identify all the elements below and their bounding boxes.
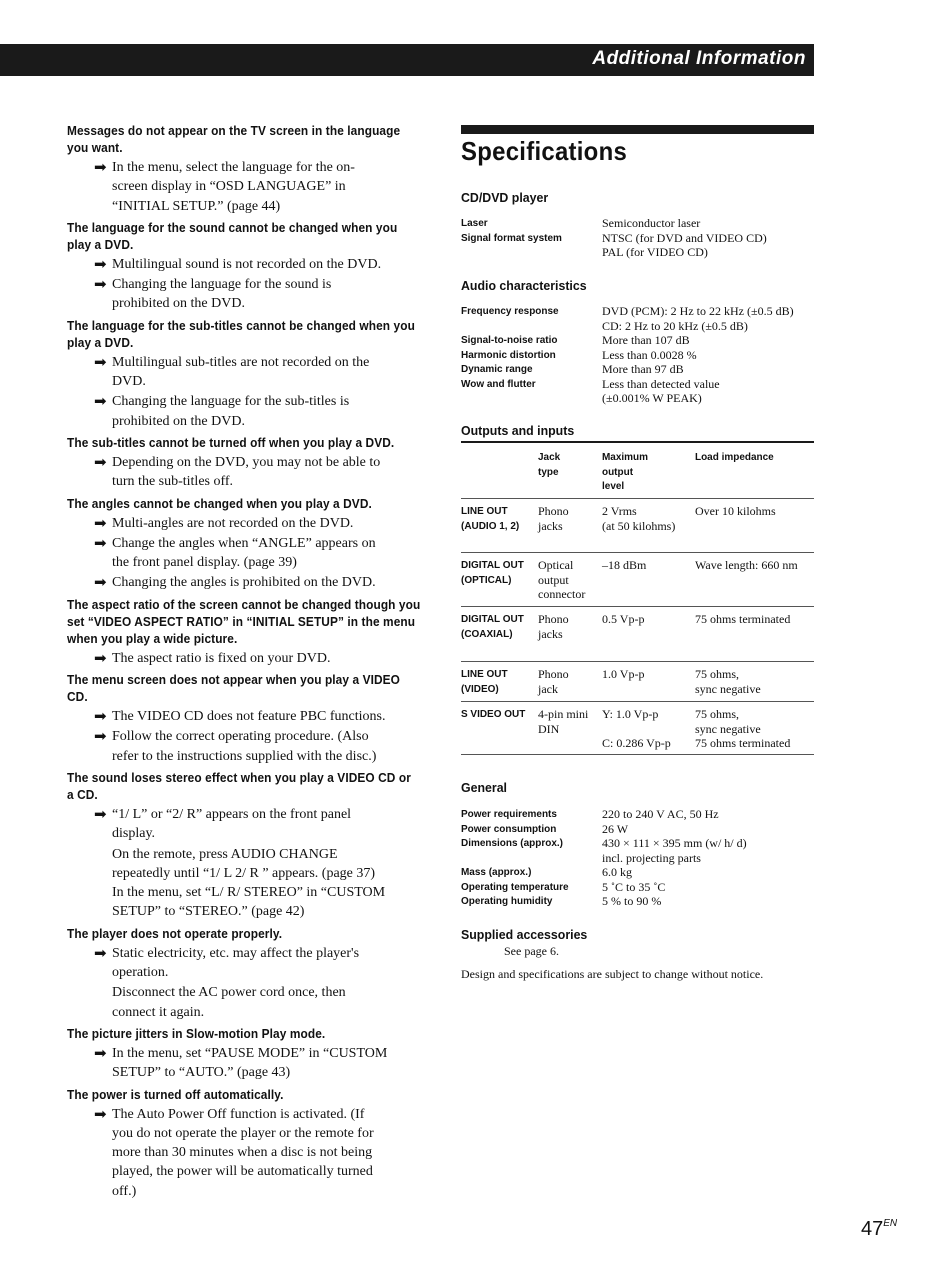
remedy-line: the front panel display. (page 39) (112, 555, 297, 571)
trouble-remedy (67, 353, 423, 392)
spec-value-line: 5 % to 90 % (602, 894, 662, 908)
col-max-output (602, 450, 648, 494)
trouble-title: The power is turned off automatically. (67, 1087, 284, 1102)
remedy-line: repeatedly until “1/ L 2/ R ” appears. (page 37) (112, 865, 376, 881)
spec-value-line: 5 ˚C to 35 ˚C (602, 879, 666, 894)
cell-line: DIN (538, 721, 560, 736)
section-accessories: Supplied accessories (461, 927, 588, 942)
cell-line: Y: 1.0 Vp-p (602, 707, 659, 721)
remedy-line: In the menu, select the language for the on- (112, 160, 355, 175)
cell-jack-name (461, 558, 524, 587)
arrow-icon: ➡ (94, 452, 107, 471)
remedy-line: The Auto Power Off function is activated. (If (112, 1106, 365, 1122)
trouble-item (67, 496, 423, 593)
trouble-item (67, 926, 423, 1022)
cell-line: sync negative (695, 681, 761, 696)
cell-line: DIGITAL OUT (461, 559, 524, 571)
troubleshooting-column (67, 123, 423, 1205)
trouble-item (67, 770, 423, 922)
header-line: type (538, 465, 559, 478)
trouble-title: Messages do not appear on the TV screen in the language you want. (67, 124, 401, 155)
page-number (861, 1218, 897, 1241)
spec-value (602, 348, 817, 363)
spec-value-line: incl. projecting parts (602, 850, 701, 865)
remedy-line: In the menu, set “L/ R/ STEREO” in “CUSTOM (112, 885, 386, 901)
trouble-remedy (67, 275, 423, 314)
cell-output-level (602, 612, 644, 627)
spec-label: Wow and flutter (461, 377, 536, 390)
cell-line: Phono (538, 504, 569, 518)
cell-line: (COAXIAL) (461, 627, 513, 640)
trouble-remedy (67, 845, 423, 922)
cell-line: 75 ohms terminated (695, 736, 791, 750)
section-header-bar (0, 44, 814, 76)
cell-jack-type (538, 558, 585, 602)
cell-jack-type (538, 667, 569, 696)
trouble-remedy (67, 707, 423, 726)
remedy-line: Multilingual sound is not recorded on the DVD. (112, 256, 382, 272)
remedy-line: In the menu, set “PAUSE MODE” in “CUSTOM (112, 1045, 388, 1061)
arrow-icon: ➡ (94, 707, 107, 726)
remedy-line: Changing the angles is prohibited on the DVD. (112, 575, 376, 591)
remedy-line: The VIDEO CD does not feature PBC functions. (112, 709, 386, 725)
trouble-remedy (67, 983, 423, 1022)
col-jack-type (538, 450, 560, 479)
remedy-line: more than 30 minutes when a disc is not being (112, 1145, 373, 1161)
cell-line: (OPTICAL) (461, 573, 512, 586)
arrow-icon: ➡ (94, 1043, 107, 1062)
remedy-line: turn the sub-titles off. (112, 474, 234, 490)
spec-value-line: More than 97 dB (602, 362, 684, 376)
spec-label: Laser (461, 217, 488, 229)
remedy-line: On the remote, press AUDIO CHANGE (112, 846, 338, 862)
cell-load (695, 504, 776, 519)
arrow-icon: ➡ (94, 392, 107, 411)
section-outputs: Outputs and inputs (461, 423, 575, 438)
accessories-text: See page 6. (504, 944, 559, 958)
cell-line: (AUDIO 1, 2) (461, 519, 520, 532)
spec-label: Power requirements (461, 808, 557, 820)
spec-value-line: (±0.001% W PEAK) (602, 391, 702, 405)
cell-line: jacks (538, 518, 563, 533)
cell-line (602, 722, 671, 737)
remedy-line: off.) (112, 1183, 137, 1199)
table-row-divider (461, 754, 814, 755)
cell-line: LINE OUT (461, 668, 508, 680)
trouble-remedy (67, 392, 423, 431)
spec-value (602, 362, 817, 377)
cell-jack-name (461, 667, 508, 696)
spec-value-line: Less than detected value (602, 376, 720, 391)
spec-label: Dynamic range (461, 363, 533, 375)
page-number-value: 47 (861, 1218, 884, 1240)
remedy-line: Disconnect the AC power cord once, then (112, 985, 346, 1001)
arrow-icon: ➡ (94, 648, 107, 667)
arrow-icon: ➡ (94, 943, 107, 962)
cell-load (695, 612, 790, 627)
trouble-item (67, 597, 423, 668)
remedy-line: Changing the language for the sound is (112, 277, 332, 293)
trouble-remedy (67, 158, 423, 216)
trouble-item (67, 435, 423, 492)
cell-load (695, 558, 798, 573)
spec-label: Harmonic distortion (461, 348, 556, 361)
spec-value (602, 894, 817, 909)
cell-line: Optical (538, 558, 574, 572)
trouble-title: The player does not operate properly. (67, 926, 283, 941)
trouble-item (67, 123, 423, 216)
arrow-icon: ➡ (94, 275, 107, 294)
remedy-line: Changing the language for the sub-titles is (112, 394, 350, 410)
trouble-item (67, 1087, 423, 1201)
spec-value (602, 377, 817, 406)
cell-line: output (538, 572, 569, 587)
arrow-icon: ➡ (94, 727, 107, 746)
trouble-item (67, 220, 423, 314)
header-line: Maximum (602, 451, 649, 463)
table-row-divider (461, 661, 814, 662)
remedy-line: SETUP” to “STEREO.” (page 42) (112, 904, 305, 920)
spec-label: Frequency response (461, 305, 559, 317)
trouble-item (67, 318, 423, 431)
spec-value (602, 836, 817, 865)
cell-line: LINE OUT (461, 505, 508, 517)
cell-line: DIGITAL OUT (461, 613, 524, 625)
remedy-line: prohibited on the DVD. (112, 413, 245, 429)
trouble-remedy (67, 649, 423, 668)
header-line: level (602, 480, 625, 492)
table-row-divider (461, 498, 814, 499)
arrow-icon: ➡ (94, 158, 107, 176)
specifications-title: Specifications (461, 136, 628, 166)
spec-label: Operating temperature (461, 880, 569, 893)
section-audio: Audio characteristics (461, 278, 587, 293)
trouble-title: The picture jitters in Slow-motion Play mode. (67, 1026, 326, 1041)
trouble-remedy (67, 514, 423, 533)
cell-output-level (602, 667, 644, 682)
trouble-remedy (67, 805, 423, 844)
arrow-icon: ➡ (94, 804, 107, 823)
section-header-title: Additional Information (592, 48, 806, 69)
cell-jack-type (538, 707, 588, 736)
spec-value-line: 430 × 111 × 395 mm (w/ h/ d) (602, 836, 747, 850)
spec-value (602, 231, 817, 260)
spec-label: Operating humidity (461, 895, 553, 907)
table-top-rule (461, 441, 814, 443)
cell-line: 2 Vrms (602, 504, 637, 518)
spec-value-line: CD: 2 Hz to 20 kHz (±0.5 dB) (602, 318, 748, 333)
header-line: Load impedance (695, 451, 774, 463)
cell-line: connector (538, 587, 586, 601)
trouble-remedy (67, 534, 423, 573)
header-line: Jack (538, 451, 561, 463)
cell-load (695, 667, 761, 696)
section-cd-dvd: CD/DVD player (461, 190, 549, 205)
remedy-line: Change the angles when “ANGLE” appears on (112, 535, 376, 551)
remedy-line: The aspect ratio is fixed on your DVD. (112, 650, 331, 666)
cell-line: Phono (538, 612, 569, 626)
cell-line: 0.5 Vp-p (602, 612, 645, 626)
arrow-icon: ➡ (94, 513, 107, 532)
cell-jack-name (461, 707, 525, 722)
cell-line: 1.0 Vp-p (602, 667, 645, 681)
table-row-divider (461, 701, 814, 702)
spec-value-line: More than 107 dB (602, 333, 690, 347)
trouble-remedy (67, 453, 423, 492)
spec-label: Signal-to-noise ratio (461, 334, 558, 346)
remedy-line: operation. (112, 965, 169, 981)
remedy-line: DVD. (112, 374, 146, 390)
trouble-title: The menu screen does not appear when you play a VIDEO CD. (67, 673, 401, 705)
trouble-title: The aspect ratio of the screen cannot be changed though you set “VIDEO ASPECT RATIO” in “INITIAL SETUP” in the menu when you play a wide picture. (67, 597, 421, 646)
trouble-title: The sound loses stereo effect when you play a VIDEO CD or a CD. (67, 770, 411, 802)
cell-line: 75 ohms, (695, 667, 740, 681)
header-line: output (602, 465, 634, 478)
cell-line: C: 0.286 Vp-p (602, 736, 671, 750)
spec-label: Mass (approx.) (461, 866, 532, 878)
remedy-line: “INITIAL SETUP.” (page 44) (112, 198, 281, 214)
remedy-line: display. (112, 826, 156, 842)
spec-value (602, 822, 817, 837)
remedy-line: SETUP” to “AUTO.” (page 43) (112, 1065, 291, 1081)
cell-line: (VIDEO) (461, 682, 499, 695)
trouble-item (67, 672, 423, 766)
remedy-line: played, the power will be automatically turned (112, 1164, 373, 1180)
spec-label: Signal format system (461, 231, 562, 244)
spec-value (602, 304, 817, 333)
arrow-icon: ➡ (94, 533, 107, 552)
cell-line: jacks (538, 626, 563, 641)
spec-value (602, 216, 817, 231)
cell-line: (at 50 kilohms) (602, 518, 676, 533)
cell-line: Over 10 kilohms (695, 504, 776, 518)
remedy-line: Multi-angles are not recorded on the DVD. (112, 515, 354, 531)
trouble-remedy (67, 944, 423, 983)
trouble-title: The angles cannot be changed when you play a DVD. (67, 496, 372, 511)
section-general: General (461, 780, 508, 795)
specifications-rule (461, 125, 814, 134)
cell-output-level (602, 707, 671, 751)
cell-line: Phono (538, 667, 569, 681)
spec-value (602, 865, 817, 880)
spec-value (602, 807, 817, 822)
table-row-divider (461, 552, 814, 553)
trouble-item (67, 1026, 423, 1083)
cell-line: 4-pin mini (538, 707, 589, 721)
spec-value-line: PAL (for VIDEO CD) (602, 245, 708, 259)
remedy-line: connect it again. (112, 1004, 205, 1020)
trouble-remedy (67, 573, 423, 592)
cell-line: Wave length: 660 nm (695, 558, 798, 572)
trouble-remedy (67, 1105, 423, 1201)
remedy-line: prohibited on the DVD. (112, 296, 245, 312)
trouble-remedy (67, 255, 423, 274)
cell-jack-name (461, 612, 524, 641)
spec-value-line: Less than 0.0028 % (602, 347, 697, 362)
spec-value-line: 26 W (602, 821, 629, 836)
cell-line: –18 dBm (602, 558, 647, 572)
remedy-line: Depending on the DVD, you may not be able to (112, 454, 381, 470)
arrow-icon: ➡ (94, 1104, 107, 1123)
cell-jack-name (461, 504, 519, 533)
trouble-remedy (67, 1044, 423, 1083)
spec-value-line: Semiconductor laser (602, 216, 701, 230)
trouble-title: The language for the sub-titles cannot be changed when you play a DVD. (67, 318, 415, 350)
arrow-icon: ➡ (94, 254, 107, 273)
spec-value-line: 220 to 240 V AC, 50 Hz (602, 807, 719, 821)
remedy-line: refer to the instructions supplied with the disc.) (112, 748, 377, 764)
spec-notice: Design and specifications are subject to change without notice. (461, 967, 764, 981)
spec-value-line: NTSC (for DVD and VIDEO CD) (602, 230, 767, 245)
arrow-icon: ➡ (94, 573, 107, 592)
cell-line: jack (538, 681, 558, 696)
cell-line: sync negative (695, 721, 761, 736)
cell-load (695, 707, 790, 751)
cell-output-level (602, 558, 646, 573)
cell-jack-type (538, 504, 569, 533)
spec-label: Power consumption (461, 822, 557, 835)
col-load-impedance (695, 450, 774, 465)
remedy-line: Multilingual sub-titles are not recorded on the (112, 354, 370, 370)
spec-value (602, 880, 817, 895)
remedy-line: Static electricity, etc. may affect the player's (112, 945, 360, 961)
cell-output-level (602, 504, 675, 533)
spec-value-line: 6.0 kg (602, 865, 632, 879)
remedy-line: Follow the correct operating procedure. (Also (112, 729, 369, 745)
remedy-line: you do not operate the player or the remote for (112, 1125, 374, 1141)
spec-value-line: DVD (PCM): 2 Hz to 22 kHz (±0.5 dB) (602, 304, 794, 318)
table-row-divider (461, 606, 814, 607)
page-number-suffix: EN (883, 1218, 898, 1229)
remedy-line: “1/ L” or “2/ R” appears on the front panel (112, 806, 352, 822)
trouble-remedy (67, 727, 423, 766)
spec-value (602, 333, 817, 348)
cell-jack-type (538, 612, 569, 641)
cell-line: 75 ohms terminated (695, 612, 791, 626)
remedy-line: screen display in “OSD LANGUAGE” in (112, 179, 346, 195)
trouble-title: The language for the sound cannot be changed when you play a DVD. (67, 220, 398, 252)
cell-line: S VIDEO OUT (461, 708, 526, 720)
arrow-icon: ➡ (94, 352, 107, 371)
spec-label: Dimensions (approx.) (461, 837, 563, 849)
cell-line: 75 ohms, (695, 707, 740, 721)
trouble-title: The sub-titles cannot be turned off when you play a DVD. (67, 435, 395, 450)
